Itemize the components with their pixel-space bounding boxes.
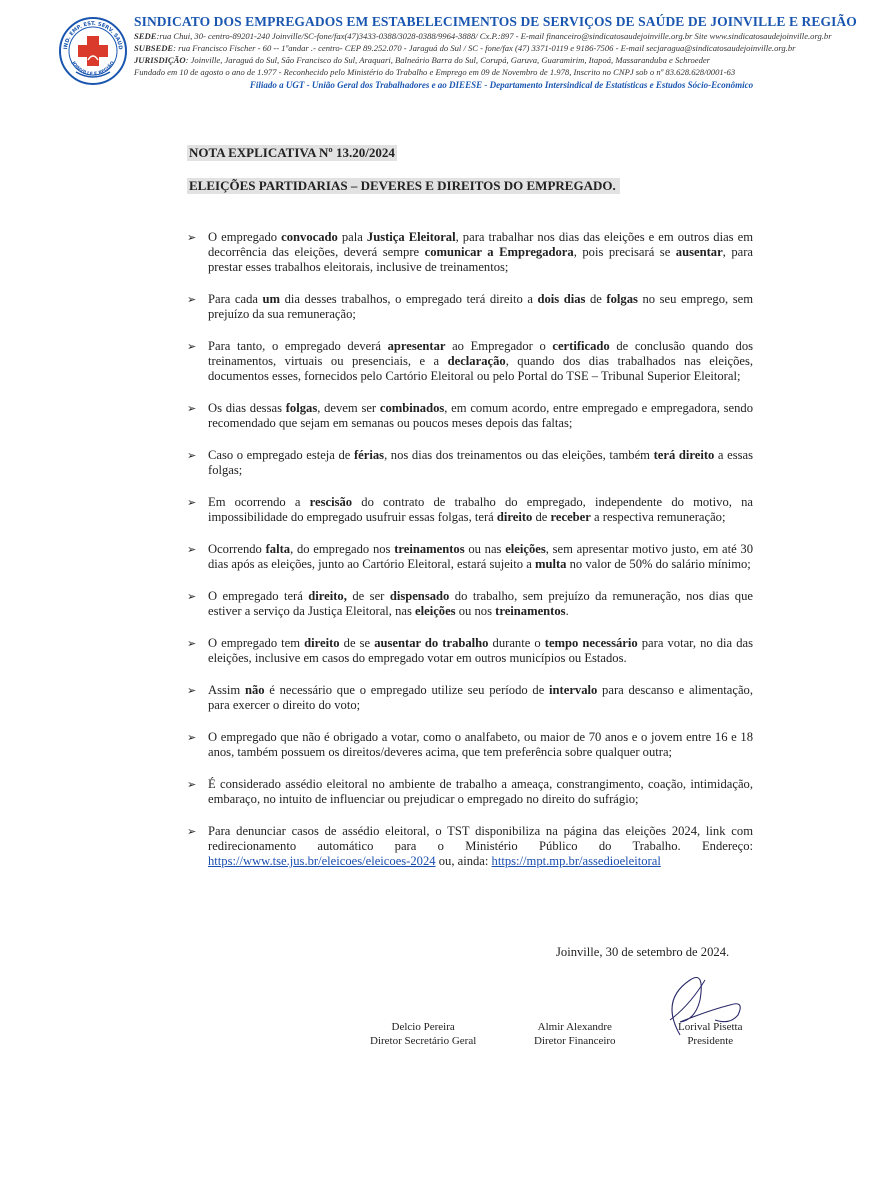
- logo-arc-text-top: IND. EMP. EST. SERV. SAÚD: [63, 20, 124, 50]
- sede-line: SEDE:rua Chui, 30- centro-89201-240 Joinville/SC-fone/fax(47)3433-0388/3028-0388/9964-3888/ Cx.P.:897 - E-mail financeiro@sindicatosaudejoinville.org.br Site www.sindicatosaudejoinville.org.br: [134, 31, 832, 41]
- arrow-bullet-icon: ➢: [187, 637, 197, 650]
- signatory-name: Delcio Pereira: [391, 1021, 455, 1033]
- document-title: NOTA EXPLICATIVA Nº 13.20/2024: [189, 145, 395, 160]
- affiliation-line: Filiado a UGT - União Geral dos Trabalhadores e ao DIEESE - Departamento Intersindical de Estatísticas e Estudos Sócio-Econômico: [249, 80, 754, 90]
- text: de: [532, 510, 551, 524]
- list-item: [187, 292, 753, 322]
- text: O empregado que não é obrigado a votar, como o analfabeto, ou maior de 70 anos e o jovem entre 16 e 18 anos, também possuem os direitos/deveres acima, que tem preferência sobre qualquer outra;: [208, 730, 753, 759]
- jurisdicao-line: JURISDIÇÃO: Joinville, Jaraguá do Sul, São Francisco do Sul, Araquari, Balneário Barra do Sul, Corupá, Garuva, Guaramirim, Itapoá, Massaranduba e Schroeder: [134, 55, 711, 65]
- bold-text: eleições: [415, 604, 456, 618]
- bold-text: rescisão: [309, 495, 353, 509]
- bold-text: não: [244, 683, 265, 697]
- list-item: [187, 824, 753, 869]
- text: a respectiva remuneração;: [590, 510, 726, 524]
- bold-text: combinados: [379, 401, 445, 415]
- text: Para cada: [208, 292, 263, 306]
- arrow-bullet-icon: ➢: [187, 293, 197, 306]
- text: do contrato de trabalho do empregado, independente do motivo, na impossibilidade do empregado usufruir essas folgas, terá: [208, 495, 753, 524]
- rights-list: [187, 230, 753, 886]
- text: ou, ainda:: [435, 854, 492, 868]
- list-item: [187, 636, 753, 666]
- arrow-bullet-icon: ➢: [187, 543, 197, 556]
- document-subtitle: ELEIÇÕES PARTIDARIAS – DEVERES E DIREITOS DO EMPREGADO.: [187, 178, 620, 194]
- text: para descanso e alimentação, para exercer o direito do voto;: [208, 683, 753, 712]
- bold-text: multa: [534, 557, 567, 571]
- list-item: [187, 777, 753, 807]
- text: , sem apresentar motivo justo, em até 30 dias após as eleições, junto ao Cartório Eleitoral, estará sujeito a: [208, 542, 754, 571]
- text: , quando dos dias trabalhados nas eleições, documentos esses, fornecidos pelo Cartório Eleitoral ou pelo Portal do TSE – Tribunal Superior Eleitoral;: [208, 354, 754, 383]
- text: de se: [339, 636, 375, 650]
- list-item: [187, 683, 753, 713]
- bold-text: comunicar a Empregadora: [424, 245, 574, 259]
- text: ou nas: [464, 542, 506, 556]
- bold-text: folgas: [606, 292, 638, 306]
- arrow-bullet-icon: ➢: [187, 340, 197, 353]
- list-item: [187, 339, 753, 384]
- signatory-name: Almir Alexandre: [537, 1021, 612, 1033]
- bold-text: folgas: [285, 401, 318, 415]
- text: Assim: [208, 683, 245, 697]
- bold-text: treinamentos: [394, 542, 465, 556]
- text: , nos dias dos treinamentos ou das eleições, também: [384, 448, 654, 462]
- bold-text: receber: [550, 510, 591, 524]
- bold-text: certificado: [552, 339, 610, 353]
- bold-text: intervalo: [549, 683, 598, 697]
- arrow-bullet-icon: ➢: [187, 825, 197, 838]
- text: Para denunciar casos de assédio eleitoral, o TST disponibiliza na página das eleições 2024, link com redirecionamento automático para o Ministério Público do Trabalho. Endereço:: [208, 824, 753, 853]
- bold-text: ausentar do trabalho: [374, 636, 489, 650]
- text: Caso o empregado esteja de: [208, 448, 354, 462]
- bold-text: dispensado: [389, 589, 450, 603]
- letterhead: [134, 14, 869, 90]
- text: para votar, no dia das eleições, inclusive em casos do empregado votar em outros municípios ou Estados.: [208, 636, 753, 665]
- text: , devem ser: [317, 401, 380, 415]
- text: é necessário que o empregado utilize seu período de: [264, 683, 550, 697]
- signatory-3: [678, 1020, 742, 1048]
- signatory-name: Lorival Pisetta: [678, 1021, 743, 1033]
- text: , pois precisará se: [573, 245, 676, 259]
- arrow-bullet-icon: ➢: [187, 449, 197, 462]
- text: de ser: [346, 589, 390, 603]
- bold-text: dois dias: [537, 292, 586, 306]
- bold-text: eleições: [505, 542, 546, 556]
- arrow-bullet-icon: ➢: [187, 778, 197, 791]
- text: O empregado tem: [208, 636, 305, 650]
- bold-text: direito,: [308, 589, 347, 603]
- text: durante o: [488, 636, 545, 650]
- list-item: [187, 730, 753, 760]
- arrow-bullet-icon: ➢: [187, 731, 197, 744]
- text: do trabalho, sem prejuízo da remuneração, nos dias que estiver a serviço da Justiça Eleitoral, nas: [208, 589, 753, 618]
- signatory-role: Diretor Financeiro: [534, 1035, 616, 1047]
- signatory-1: [370, 1020, 476, 1048]
- subsede-line: SUBSEDE: rua Francisco Fischer - 60 -- 1ºandar .- centro- CEP 89.252.070 - Jaraguá do Sul / SC - fone/fax (47) 3371-0119 e 9186-7506 - E-mail secjaragua@sindicatosaudejoinville.org.br: [134, 43, 796, 53]
- bold-text: convocado: [281, 230, 338, 244]
- signatory-role: Presidente: [687, 1035, 734, 1047]
- text: ao Empregador o: [445, 339, 553, 353]
- bold-text: um: [262, 292, 281, 306]
- bold-text: declaração: [447, 354, 506, 368]
- union-logo: [58, 16, 128, 86]
- text: ou nos: [455, 604, 496, 618]
- text: , para trabalhar nos dias das eleições e em outros dias em decorrência das eleições, deverá sempre: [208, 230, 753, 259]
- text: pala: [337, 230, 367, 244]
- text: Para tanto, o empregado deverá: [208, 339, 388, 353]
- text: Os dias dessas: [208, 401, 286, 415]
- bold-text: tempo necessário: [544, 636, 638, 650]
- text: O empregado terá: [208, 589, 309, 603]
- arrow-bullet-icon: ➢: [187, 231, 197, 244]
- text: .: [565, 604, 569, 618]
- text: Em ocorrendo a: [208, 495, 310, 509]
- logo-arc-text-bottom: JOINVILLE E REGIÃO: [70, 60, 116, 78]
- text: O empregado: [208, 230, 282, 244]
- union-name: SINDICATO DOS EMPREGADOS EM ESTABELECIMENTOS DE SERVIÇOS DE SAÚDE DE JOINVILLE E REGIÃO: [134, 14, 857, 29]
- fundado-line: Fundado em 10 de agosto o ano de 1.977 - Reconhecido pelo Ministério do Trabalho e Emprego em 09 de Novembro de 1.978, Inscrito no CNPJ sob o nº 83.628.628/0001-63: [134, 67, 736, 77]
- link[interactable]: https://www.tse.jus.br/eleicoes/eleicoes-2024: [208, 854, 436, 868]
- bold-text: falta: [265, 542, 291, 556]
- bold-text: treinamentos: [495, 604, 566, 618]
- document-date: Joinville, 30 de setembro de 2024.: [556, 945, 730, 959]
- list-item: [187, 542, 753, 572]
- bold-text: direito: [496, 510, 533, 524]
- arrow-bullet-icon: ➢: [187, 590, 197, 603]
- bold-text: direito: [304, 636, 340, 650]
- arrow-bullet-icon: ➢: [187, 684, 197, 697]
- text: a essas folgas;: [208, 448, 753, 477]
- arrow-bullet-icon: ➢: [187, 496, 197, 509]
- text: , do empregado nos: [290, 542, 395, 556]
- text: de conclusão quando dos treinamentos, virtuais ou presenciais, e a: [208, 339, 754, 368]
- list-item: [187, 230, 753, 275]
- text: É considerado assédio eleitoral no ambiente de trabalho a ameaça, constrangimento, coação, intimidação, embaraço, no intuito de influenciar ou prejudicar o empregado no direito do sufrágio;: [208, 777, 753, 806]
- bold-text: terá direito: [653, 448, 715, 462]
- list-item: [187, 495, 753, 525]
- text: no valor de 50% do salário mínimo;: [566, 557, 751, 571]
- link[interactable]: https://mpt.mp.br/assedioeleitoral: [491, 854, 661, 868]
- text: no seu emprego, sem prejuízo da sua remuneração;: [208, 292, 753, 321]
- text: , para prestar esses trabalhos eleitorais, inclusive de treinamentos;: [208, 245, 753, 274]
- text: de: [585, 292, 607, 306]
- text: dia desses trabalhos, o empregado terá direito a: [280, 292, 538, 306]
- text: Ocorrendo: [208, 542, 266, 556]
- bold-text: apresentar: [387, 339, 446, 353]
- list-item: [187, 589, 753, 619]
- list-item: [187, 401, 753, 431]
- signatory-role: Diretor Secretário Geral: [370, 1035, 477, 1047]
- bold-text: ausentar: [675, 245, 723, 259]
- bold-text: férias: [353, 448, 385, 462]
- signatory-2: [534, 1020, 616, 1048]
- list-item: [187, 448, 753, 478]
- arrow-bullet-icon: ➢: [187, 402, 197, 415]
- text: , em comum acordo, entre empregado e empregadora, sendo recomendado que sejam em semanas ou poucos meses depois das faltas;: [208, 401, 753, 430]
- bold-text: Justiça Eleitoral: [366, 230, 456, 244]
